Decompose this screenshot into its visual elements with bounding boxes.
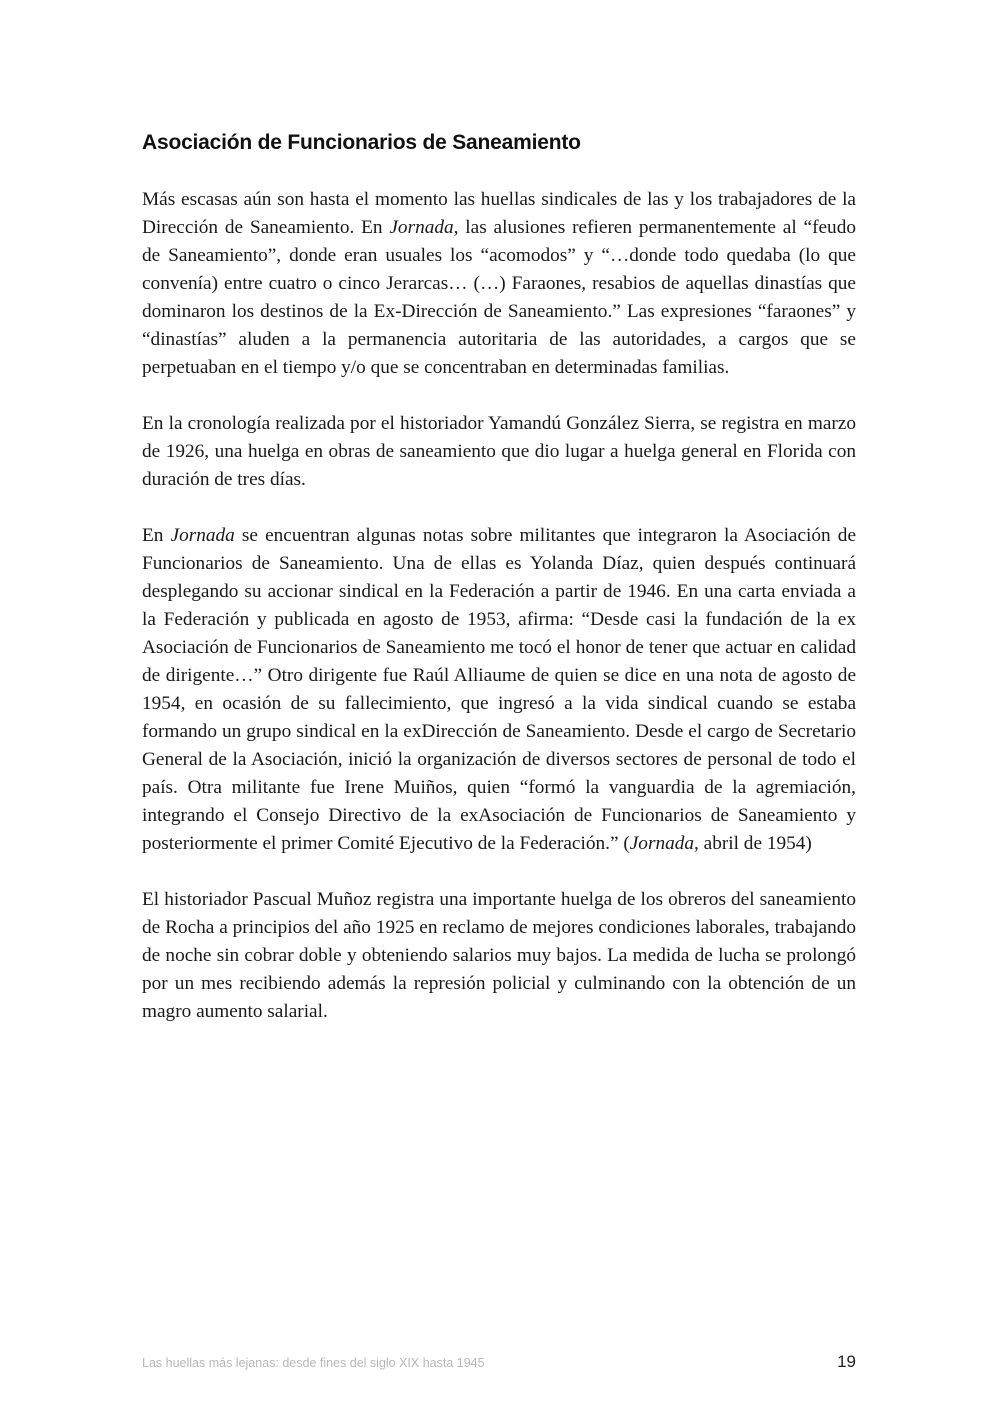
paragraph xyxy=(142,886,856,1026)
text-segment: El historiador Pascual Muñoz registra una importante huelga de los obreros del saneamiento de Rocha a principios del año 1925 en reclamo de mejores condiciones laborales, trabajando de noche sin cobrar doble y obteniendo salarios muy bajos. La medida de lucha se prolongó por un mes recibiendo además la represión policial y culminando con la obtención de un magro aumento salarial. xyxy=(142,889,856,1022)
text-segment: , abril de 1954) xyxy=(694,833,812,854)
text-segment: se encuentran algunas notas sobre militantes que integraron la Asociación de Funcionarios de Saneamiento. Una de ellas es Yolanda Díaz, quien después continuará desplegando su accionar sindical en la Federación a partir de 1946. En una carta enviada a la Federación y publicada en agosto de 1953, afirma: “Desde casi la fundación de la ex Asociación de Funcionarios de Saneamiento me tocó el honor de tener que actuar en calidad de dirigente…” Otro dirigente fue Raúl Alliaume de quien se dice en una nota de agosto de 1954, en ocasión de su fallecimiento, que ingresó a la vida sindical cuando se estaba formando un grupo sindical en la exDirección de Saneamiento. Desde el cargo de Secretario General de la Asociación, inició la organización de diversos sectores de personal de todo el país. Otra militante fue Irene Muiños, quien “formó la vanguardia de la agremiación, integrando el Consejo Directivo de la exAsociación de Funcionarios de Saneamiento y posteriormente el primer Comité Ejecutivo de la Federación.” ( xyxy=(142,525,856,854)
text-segment: Más escasas aún son hasta el momento las huellas sindicales de las y los trabajadores de la Dirección de Saneamiento. En xyxy=(142,189,856,238)
page-footer xyxy=(142,1352,856,1376)
italic-text-segment: Jornada xyxy=(389,217,454,238)
section-heading: Asociación de Funcionarios de Saneamiento xyxy=(142,131,581,154)
italic-text-segment: Jornada xyxy=(170,525,235,546)
text-segment: , las alusiones refieren permanentemente al “feudo de Saneamiento”, donde eran usuales los “acomodos” y “…donde todo quedaba (lo que convenía) entre cuatro o cinco Jerarcas… (…) Faraones, resabios de aquellas dinastías que dominaron los destinos de la Ex-Dirección de Saneamiento.” Las expresiones “faraones” y “dinastías” aluden a la permanencia autoritaria de las autoridades, a cargos que se perpetuaban en el tiempo y/o que se concentraban en determinadas familias. xyxy=(142,217,856,378)
page-number: 19 xyxy=(837,1352,856,1371)
italic-text-segment: Jornada xyxy=(629,833,695,854)
text-segment: En la cronología realizada por el historiador Yamandú González Sierra, se registra en marzo de 1926, una huelga en obras de saneamiento que dio lugar a huelga general en Florida con duración de tres días. xyxy=(142,413,856,490)
running-title: Las huellas más lejanas: desde fines del siglo XIX hasta 1945 xyxy=(142,1356,485,1370)
paragraph xyxy=(142,186,856,382)
text-segment: En xyxy=(142,525,171,546)
paragraph xyxy=(142,410,856,494)
page-content xyxy=(142,128,856,1054)
paragraph xyxy=(142,522,856,858)
